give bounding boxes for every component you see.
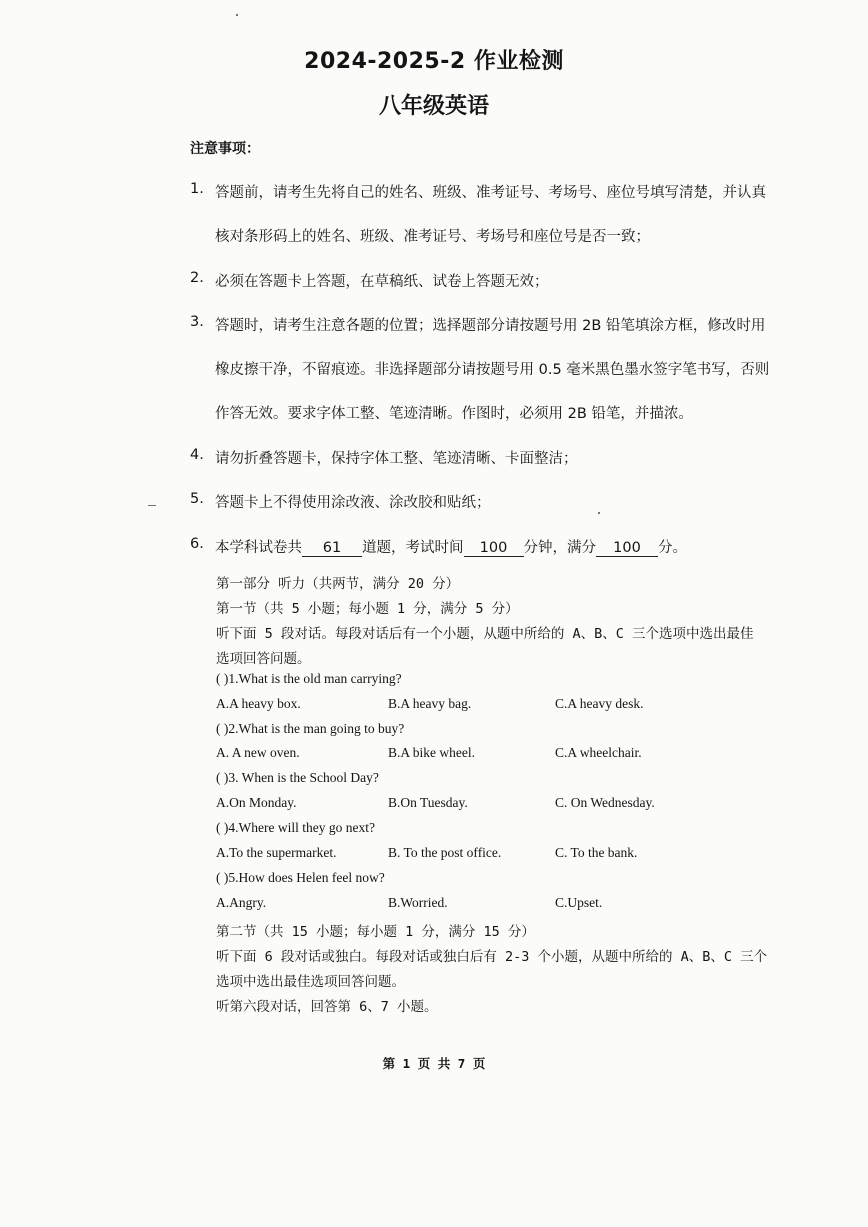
notice-item-6 <box>215 536 687 557</box>
question-stem: ( )4.Where will they go next? <box>216 820 375 835</box>
option-a: A.Angry. <box>216 895 267 910</box>
scan-speck <box>598 512 600 514</box>
exam-time-blank: 100 <box>464 540 524 557</box>
notice-item-line: 答题前，请考生先将自己的姓名、班级、准考证号、考场号、座位号填写清楚，并认真 <box>215 185 766 201</box>
item6-text-1: 本学科试卷共 <box>215 540 302 556</box>
option-c: C. To the bank. <box>555 845 638 860</box>
option-a: A.To the supermarket. <box>216 845 337 860</box>
option-c: C.A heavy desk. <box>555 696 644 711</box>
option-c: C. On Wednesday. <box>555 795 655 810</box>
section1-instructions: 听下面 5 段对话。每段对话后有一个小题，从题中所给的 A、B、C 三个选项中选出最佳 <box>216 626 754 642</box>
notice-item-number: 3. <box>190 314 204 330</box>
scan-speck <box>236 14 238 16</box>
question-count-blank: 61 <box>302 540 362 557</box>
notice-item-number: 4. <box>190 447 204 463</box>
section1-heading: 第一节（共 5 小题；每小题 1 分，满分 5 分） <box>216 601 519 617</box>
notice-item-number: 2. <box>190 270 204 286</box>
question-stem: ( )3. When is the School Day? <box>216 770 379 785</box>
notice-item-number: 1. <box>190 181 204 197</box>
option-b: B.On Tuesday. <box>388 795 468 810</box>
item6-text-3: 分钟，满分 <box>523 540 596 556</box>
page-number: 第 1 页 共 7 页 <box>382 1056 486 1071</box>
notice-item-number: 5. <box>190 491 204 507</box>
question-stem: ( )2.What is the man going to buy? <box>216 721 405 736</box>
notice-item-line: 作答无效。要求字体工整、笔迹清晰。作图时，必须用 2B 铅笔，并描浓。 <box>215 406 693 422</box>
notice-item-line: 请勿折叠答题卡，保持字体工整、笔迹清晰、卡面整洁； <box>215 451 578 467</box>
section2-instructions: 选项中选出最佳选项回答问题。 <box>216 974 405 990</box>
section2-instructions: 听下面 6 段对话或独白。每段对话或独白后有 2-3 个小题，从题中所给的 A、B、C 三个 <box>216 949 768 965</box>
notice-item-line: 核对条形码上的姓名、班级、准考证号、考场号和座位号是否一致； <box>215 229 650 245</box>
section2-heading: 第二节（共 15 小题；每小题 1 分，满分 15 分） <box>216 924 535 940</box>
notice-item-line: 答题卡上不得使用涂改液、涂改胶和贴纸； <box>215 495 491 511</box>
section2-subheading: 听第六段对话，回答第 6、7 小题。 <box>216 999 438 1015</box>
option-c: C.Upset. <box>555 895 603 910</box>
option-b: B.A bike wheel. <box>388 745 475 760</box>
option-b: B.A heavy bag. <box>388 696 472 711</box>
scan-speck <box>148 505 156 506</box>
exam-title: 2024-2025-2 作业检测 <box>304 49 564 74</box>
notice-heading: 注意事项： <box>190 141 260 157</box>
question-stem: ( )5.How does Helen feel now? <box>216 870 385 885</box>
notice-item-number: 6. <box>190 536 204 552</box>
item6-text-4: 分。 <box>658 540 687 556</box>
notice-item-line: 橡皮擦干净，不留痕迹。非选择题部分请按题号用 0.5 毫米黑色墨水签字笔书写，否则 <box>215 362 770 378</box>
option-a: A.On Monday. <box>216 795 297 810</box>
option-a: A. A new oven. <box>216 745 300 760</box>
full-score-blank: 100 <box>596 540 658 557</box>
option-c: C.A wheelchair. <box>555 745 642 760</box>
exam-subtitle: 八年级英语 <box>378 94 489 119</box>
option-b: B. To the post office. <box>388 845 502 860</box>
part1-heading: 第一部分 听力（共两节，满分 20 分） <box>216 576 460 592</box>
item6-text-2: 道题，考试时间 <box>362 540 464 556</box>
option-a: A.A heavy box. <box>216 696 301 711</box>
question-stem: ( )1.What is the old man carrying? <box>216 671 402 686</box>
section1-instructions: 选项回答问题。 <box>216 651 311 667</box>
option-b: B.Worried. <box>388 895 448 910</box>
notice-item-line: 必须在答题卡上答题，在草稿纸、试卷上答题无效； <box>215 274 549 290</box>
notice-item-line: 答题时，请考生注意各题的位置；选择题部分请按题号用 2B 铅笔填涂方框，修改时用 <box>215 318 766 334</box>
